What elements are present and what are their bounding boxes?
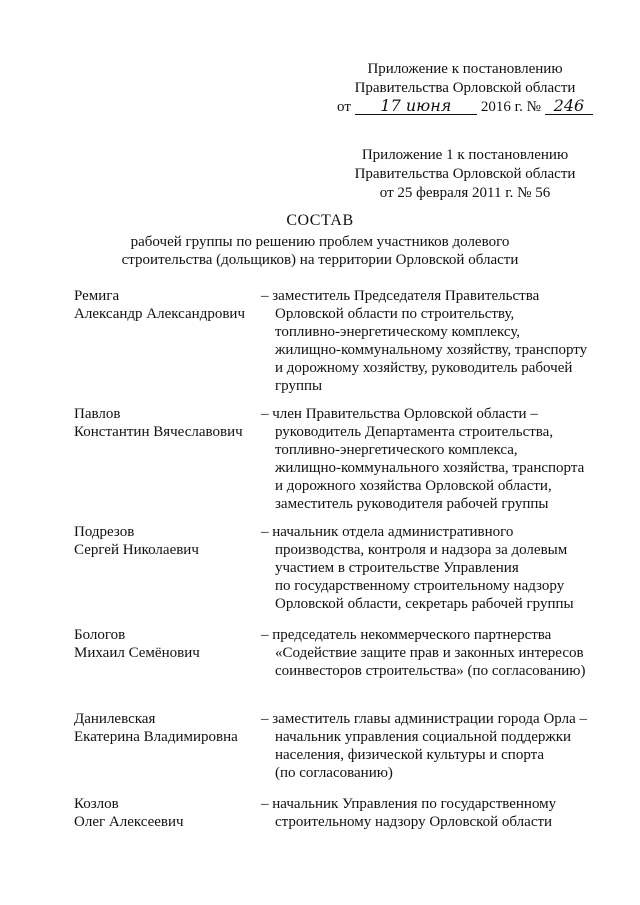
member-name	[74, 795, 259, 831]
appendix-line: от 25 февраля 2011 г. № 56	[379, 185, 551, 201]
member-name	[74, 287, 259, 323]
role-line: топливно-энергетическому комплексу,	[275, 324, 521, 340]
role-line: начальник управления социальной поддержки	[275, 729, 572, 745]
member-role	[261, 626, 606, 680]
role-line: – начальник отдела административного	[261, 524, 514, 540]
appendix-header	[330, 60, 600, 117]
role-line: населения, физической культуры и спорта	[275, 747, 545, 763]
member-role	[261, 405, 606, 513]
handwritten-number: 246	[545, 98, 593, 115]
role-line: руководитель Департамента строительства,	[275, 424, 554, 440]
title-line: строительства (дольщиков) на территории Орловской области	[121, 252, 519, 268]
role-line: строительному надзору Орловской области	[275, 814, 553, 830]
role-line: группы	[275, 378, 323, 394]
appendix-line: Приложение к постановлению	[367, 61, 563, 77]
member-role	[261, 710, 606, 782]
member-given-names: Александр Александрович	[74, 306, 245, 322]
document-title	[60, 212, 580, 269]
member-surname: Павлов	[74, 406, 121, 422]
handwritten-date: 17 июня	[355, 98, 477, 115]
role-line: по государственному строительному надзору	[275, 578, 565, 594]
member-surname: Подрезов	[74, 524, 135, 540]
original-appendix-header	[330, 146, 600, 203]
role-line: участием в строительстве Управления	[275, 560, 519, 576]
role-line: – член Правительства Орловской области –	[261, 406, 538, 422]
role-line: Орловской области, секретарь рабочей группы	[275, 596, 574, 612]
member-name	[74, 523, 259, 559]
appendix-line: Правительства Орловской области	[354, 80, 576, 96]
member-surname: Данилевская	[74, 711, 156, 727]
appendix-date-line	[330, 98, 600, 117]
role-line: заместитель руководителя рабочей группы	[275, 496, 549, 512]
role-line: производства, контроля и надзора за долевым	[275, 542, 568, 558]
member-surname: Бологов	[74, 627, 126, 643]
role-line: – заместитель Председателя Правительства	[261, 288, 540, 304]
member-given-names: Олег Алексеевич	[74, 814, 184, 830]
year-text: 2016 г. №	[480, 99, 541, 115]
member-role	[261, 795, 606, 831]
member-given-names: Екатерина Владимировна	[74, 729, 238, 745]
role-line: жилищно-коммунального хозяйства, транспорта	[275, 460, 585, 476]
member-name	[74, 710, 259, 746]
member-given-names: Михаил Семёнович	[74, 645, 200, 661]
role-line: – начальник Управления по государственному	[261, 796, 557, 812]
member-surname: Ремига	[74, 288, 120, 304]
member-role	[261, 287, 606, 395]
appendix-line: Приложение 1 к постановлению	[361, 147, 569, 163]
role-line: «Содействие защите прав и законных интересов	[275, 645, 584, 661]
role-line: и дорожного хозяйства Орловской области,	[275, 478, 552, 494]
member-given-names: Константин Вячеславович	[74, 424, 243, 440]
role-line: – заместитель главы администрации города Орла –	[261, 711, 587, 727]
role-line: жилищно-коммунальному хозяйству, транспорту	[275, 342, 588, 358]
role-line: – председатель некоммерческого партнерства	[261, 627, 552, 643]
member-surname: Козлов	[74, 796, 119, 812]
member-name	[74, 626, 259, 662]
member-given-names: Сергей Николаевич	[74, 542, 199, 558]
member-role	[261, 523, 606, 613]
appendix-line: Правительства Орловской области	[354, 166, 576, 182]
role-line: соинвесторов строительства» (по согласованию)	[275, 663, 586, 679]
role-line: (по согласованию)	[275, 765, 393, 781]
title-heading: СОСТАВ	[286, 212, 354, 229]
member-name	[74, 405, 259, 441]
role-line: топливно-энергетического комплекса,	[275, 442, 518, 458]
title-line: рабочей группы по решению проблем участников долевого	[130, 234, 510, 250]
date-prefix: от	[337, 99, 351, 115]
role-line: Орловской области по строительству,	[275, 306, 515, 322]
role-line: и дорожному хозяйству, руководитель рабочей	[275, 360, 573, 376]
